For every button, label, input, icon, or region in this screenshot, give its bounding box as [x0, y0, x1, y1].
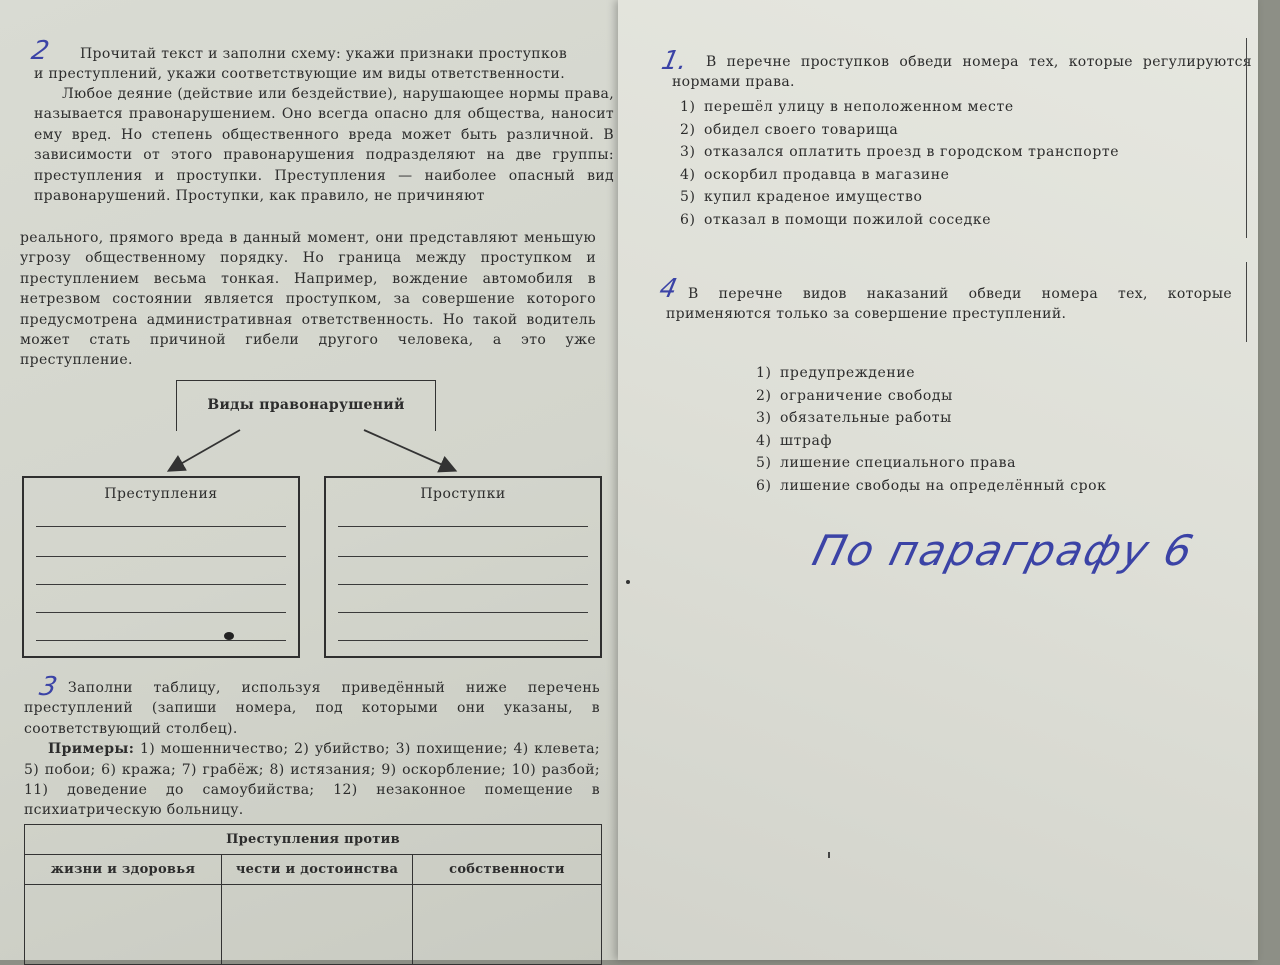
- item-number: 4): [680, 166, 696, 183]
- item-number: 6): [680, 211, 696, 228]
- list-item[interactable]: [756, 430, 1107, 453]
- task3-examples: [24, 739, 600, 821]
- answer-cell-life-health[interactable]: [25, 885, 222, 965]
- list-item[interactable]: [756, 362, 1107, 385]
- item-text: отказал в помощи пожилой соседке: [704, 211, 992, 228]
- ink-blot: [224, 632, 234, 640]
- task2-paragraph-1: [34, 84, 614, 206]
- task3-intro: Заполни таблицу, используя приведённый ниже перечень преступлений (запиши номера, под которыми они указаны, в соответствующий столбец).: [24, 680, 600, 737]
- item-text: лишение специального права: [780, 455, 1017, 471]
- task1-question-text: В перечне проступков обведи номера тех, которые регулируются нормами права.: [672, 54, 1252, 91]
- item-text: штраф: [780, 432, 833, 449]
- item-number: 6): [756, 477, 772, 494]
- arrow-left: [170, 430, 240, 470]
- write-line: [36, 526, 286, 527]
- item-text: предупреждение: [780, 365, 916, 381]
- diagram-arrows: [150, 420, 480, 480]
- write-line: [338, 584, 588, 585]
- task3-number: 3: [36, 672, 60, 702]
- item-text: отказался оплатить проезд в городском транспорте: [704, 144, 1120, 160]
- arrow-right: [364, 430, 454, 470]
- item-number: 5): [680, 189, 696, 205]
- item-text: обидел своего товарища: [704, 121, 899, 138]
- crimes-box-title: Преступления: [104, 486, 218, 502]
- list-item[interactable]: [756, 385, 1107, 408]
- list-item[interactable]: [680, 119, 1119, 142]
- margin-rule: [1246, 38, 1247, 238]
- task1-list: [680, 96, 1119, 231]
- item-number: 3): [756, 410, 772, 426]
- task4-question-text: В перечне видов наказаний обведи номера тех, которые применяются только за совершение преступлений.: [666, 286, 1232, 323]
- answer-cell-property[interactable]: [413, 885, 602, 965]
- column-life-health: жизни и здоровья: [25, 855, 222, 885]
- write-line: [36, 612, 286, 613]
- list-item[interactable]: [680, 141, 1119, 164]
- task4-question: [666, 284, 1232, 325]
- answer-cell-honor-dignity[interactable]: [222, 885, 413, 965]
- task2-line-1: Прочитай текст и заполни схему: укажи признаки проступков: [80, 46, 568, 62]
- item-text: ограничение свободы: [780, 387, 953, 404]
- item-number: 1): [680, 99, 696, 115]
- item-number: 5): [756, 455, 772, 471]
- diagram-crimes-box: [22, 476, 300, 658]
- task2-para2-text: реального, прямого вреда в данный момент, они представляют меньшую угрозу общественному порядку. Но граница между проступком и преступлением весьма тонкая. Например, вождение автомобиля в нетрезвом состоянии является проступком, за совершение которого предусмотрена административная ответственность. Но такой водитель может стать причиной гибели другого человека, а это уже преступление.: [20, 230, 596, 369]
- speck: [626, 580, 630, 584]
- list-item[interactable]: [680, 96, 1119, 119]
- write-line: [36, 556, 286, 557]
- task3-instructions: [24, 678, 600, 821]
- item-text: купил краденое имущество: [704, 189, 923, 205]
- crimes-table: [24, 824, 602, 965]
- write-line: [338, 612, 588, 613]
- item-text: оскорбил продавца в магазине: [704, 166, 950, 183]
- speck: [828, 852, 830, 858]
- task2-instructions: [34, 44, 614, 84]
- write-line: [338, 640, 588, 641]
- left-page: [0, 0, 636, 960]
- task2-paragraph-2: [20, 228, 596, 371]
- diagram-top-label: Виды правонарушений: [207, 397, 405, 413]
- item-number: 2): [756, 387, 772, 404]
- crimes-table-header: Преступления против: [25, 825, 602, 855]
- write-line: [338, 526, 588, 527]
- column-property: собственности: [413, 855, 602, 885]
- list-item[interactable]: [680, 209, 1119, 232]
- task1-question: [672, 52, 1252, 93]
- list-item[interactable]: [756, 407, 1107, 430]
- item-number: 2): [680, 121, 696, 138]
- diagram-misdemeanors-box: [324, 476, 602, 658]
- task4-number: 4: [656, 274, 680, 304]
- task1-number: 1.: [658, 46, 691, 76]
- task2-line-2: и преступлений, укажи соответствующие им виды ответственности.: [34, 66, 566, 82]
- right-page: [618, 0, 1258, 960]
- item-number: 1): [756, 365, 772, 381]
- list-item[interactable]: [756, 475, 1107, 498]
- item-text: лишение свободы на определённый срок: [780, 477, 1107, 494]
- margin-rule: [1246, 262, 1247, 342]
- write-line: [338, 556, 588, 557]
- item-text: обязательные работы: [780, 410, 952, 426]
- list-item[interactable]: [680, 164, 1119, 187]
- task2-number: 2: [28, 36, 52, 66]
- write-line: [36, 584, 286, 585]
- task4-list: [756, 362, 1107, 497]
- item-text: перешёл улицу в неположенном месте: [704, 99, 1014, 115]
- handwritten-note: По параграфу 6: [807, 526, 1200, 575]
- list-item[interactable]: [680, 186, 1119, 209]
- column-honor-dignity: чести и достоинства: [222, 855, 413, 885]
- task2-para1-text: Любое деяние (действие или бездействие), нарушающее нормы права, называется правонарушением. Оно всегда опасно для общества, наносит ему вред. Но степень общественного вреда может быть различной. В зависимости от этого правонарушения подразделяют на две группы: преступления и проступки. Преступления — наиболее опасный вид правонарушений. Проступки, как правило, не причиняют: [34, 86, 614, 205]
- write-line: [36, 640, 286, 641]
- misdemeanors-box-title: Проступки: [420, 486, 506, 502]
- item-number: 4): [756, 432, 772, 449]
- list-item[interactable]: [756, 452, 1107, 475]
- task3-examples-label: Примеры:: [48, 741, 135, 758]
- task3-examples-text: 1) мошенничество; 2) убийство; 3) похищение; 4) клевета; 5) побои; 6) кража; 7) грабёж; 8) истязания; 9) оскорбление; 10) разбой; 11) доведение до самоубийства; 12) незаконное помещение в психиатрическую больницу.: [24, 741, 600, 819]
- item-number: 3): [680, 144, 696, 160]
